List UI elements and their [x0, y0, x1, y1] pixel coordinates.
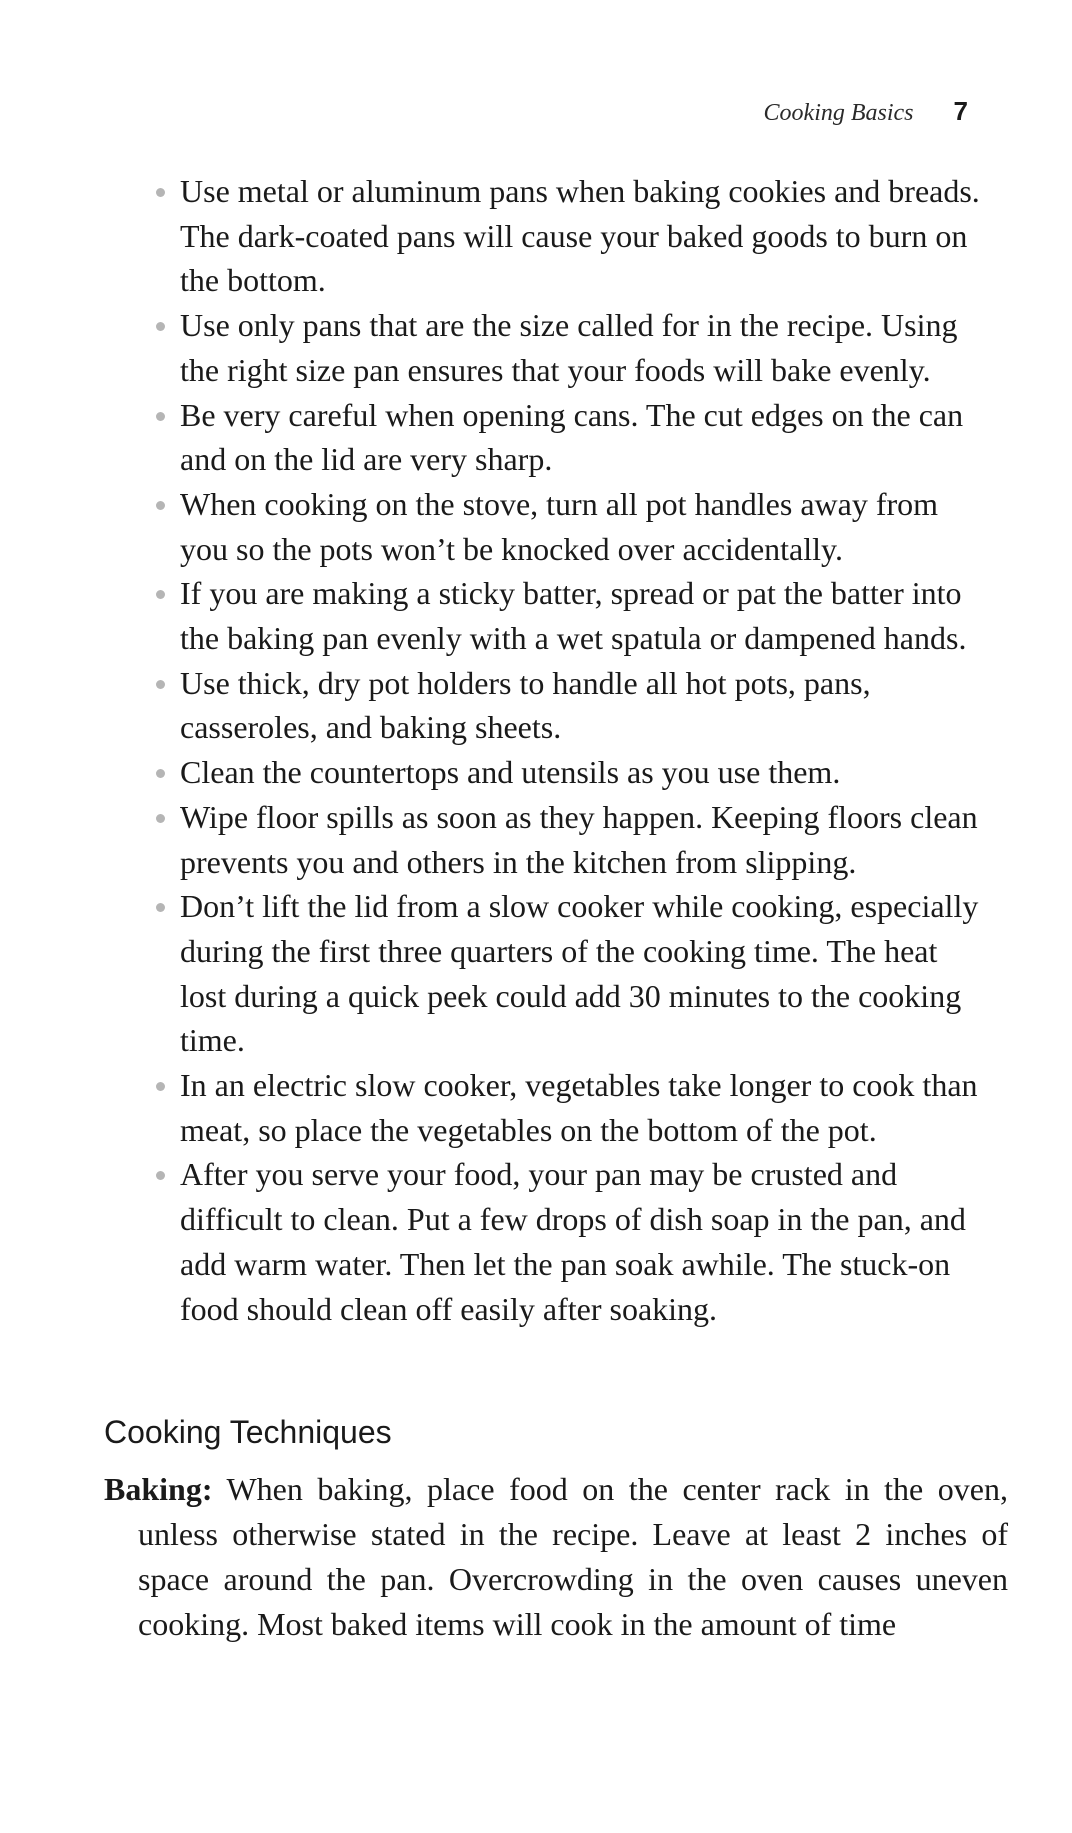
technique-text: When baking, place food on the center rack in the oven, unless otherwise stated in the recipe. Leave at least 2 inches of space around the pan. Overcrowding in the oven causes uneven cooking. Most baked items will cook in the amount of time [138, 1471, 1009, 1642]
list-item [152, 482, 982, 571]
bullet-icon [156, 322, 165, 331]
technique-term: Baking: [104, 1471, 213, 1507]
bullet-icon [156, 590, 165, 599]
running-head [764, 96, 968, 127]
list-item-text: When cooking on the stove, turn all pot handles away from you so the pots won’t be knocked over accidentally. [180, 485, 939, 567]
technique-paragraph-baking [104, 1467, 1008, 1647]
list-item-text: Use only pans that are the size called for in the recipe. Using the right size pan ensures that your foods will bake evenly. [180, 307, 958, 388]
bullet-icon [156, 769, 165, 778]
list-item-text: Be very careful when opening cans. The cut edges on the can and on the lid are very sharp. [180, 396, 964, 478]
list-item [152, 795, 982, 884]
list-item [152, 303, 982, 392]
list-item-text: After you serve your food, your pan may be crusted and difficult to clean. Put a few drops of dish soap in the pan, and add warm water. Then let the pan soak awhile. The stuck-on food should clean off easily after soaking. [180, 1156, 966, 1327]
list-item-text: Wipe floor spills as soon as they happen. Keeping floors clean prevents you and others in the kitchen from slipping. [180, 798, 978, 880]
bullet-icon [156, 412, 165, 421]
list-item-text: In an electric slow cooker, vegetables take longer to cook than meat, so place the vegetables on the bottom of the pot. [180, 1067, 978, 1148]
list-item-text: Use thick, dry pot holders to handle all hot pots, pans, casseroles, and baking sheets. [180, 664, 871, 746]
page-number: 7 [953, 96, 968, 126]
list-item-text: Clean the countertops and utensils as you use them. [180, 754, 841, 791]
section-heading: Cooking Techniques [104, 1414, 392, 1450]
running-head-section: Cooking Basics [763, 100, 914, 126]
list-item-text: If you are making a sticky batter, spread or pat the batter into the baking pan evenly with a wet spatula or dampened hands. [180, 575, 967, 657]
list-item [152, 750, 982, 795]
list-item [152, 1063, 982, 1152]
bullet-icon [156, 501, 165, 510]
bullet-icon [156, 188, 165, 197]
tips-list [152, 169, 982, 1331]
list-item [152, 169, 982, 303]
bullet-icon [156, 1171, 165, 1180]
list-item [152, 393, 982, 482]
list-item [152, 884, 982, 1063]
bullet-icon [156, 903, 165, 912]
bullet-icon [156, 814, 165, 823]
list-item [152, 1152, 982, 1331]
list-item [152, 571, 982, 660]
list-item-text: Use metal or aluminum pans when baking cookies and breads. The dark-coated pans will cause your baked goods to burn on the bottom. [180, 173, 980, 299]
bullet-icon [156, 680, 165, 689]
list-item [152, 661, 982, 750]
bullet-icon [156, 1082, 165, 1091]
list-item-text: Don’t lift the lid from a slow cooker while cooking, especially during the first three quarters of the cooking time. The heat lost during a quick peek could add 30 minutes to the cooking time. [180, 888, 979, 1059]
